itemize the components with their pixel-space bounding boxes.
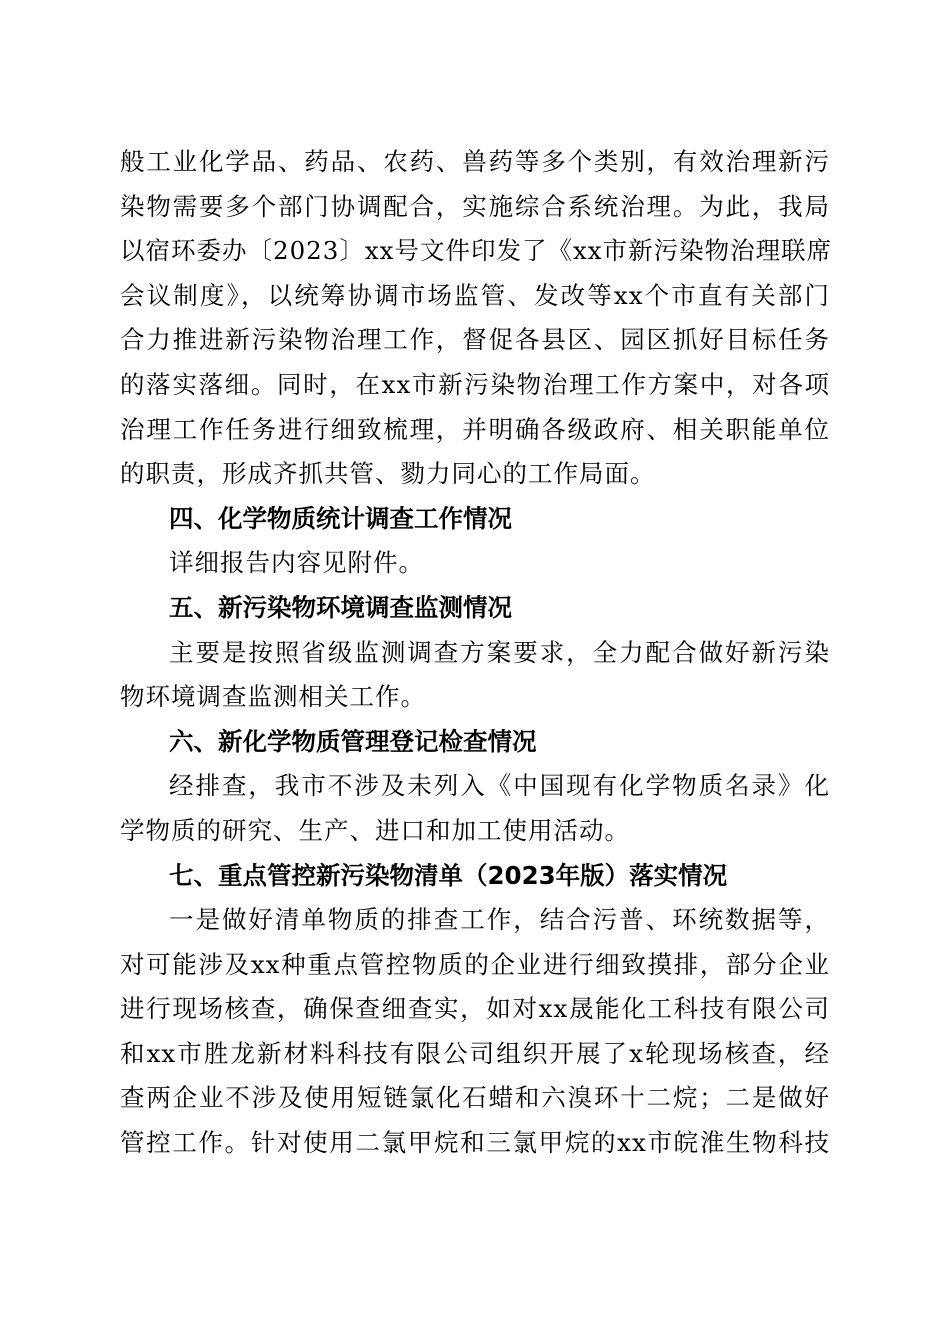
section-5-body: [120, 631, 830, 720]
section-6-body: [120, 764, 830, 853]
text-line: 会议制度》，以统筹协调市场监管、发改等xx个市直有关部门: [120, 280, 830, 310]
section-5-heading: 五、新污染物环境调查监测情况: [169, 592, 512, 622]
text-line: 一是做好清单物质的排查工作，结合污普、环统数据等，: [169, 905, 830, 935]
text-line: 对可能涉及xx种重点管控物质的企业进行细致摸排，部分企业: [120, 949, 830, 979]
section-4-body: [120, 541, 830, 586]
text-line: 般工业化学品、药品、农药、兽药等多个类别，有效治理新污: [120, 147, 830, 176]
text-line: 查两企业不涉及使用短链氯化石蜡和六溴环十二烷；二是做好: [120, 1083, 830, 1113]
text-line: 详细报告内容见附件。: [169, 548, 424, 578]
section-6-heading: 六、新化学物质管理登记检查情况: [169, 726, 537, 756]
section-7-body: [120, 898, 830, 1166]
text-line: 染物需要多个部门协调配合，实施综合系统治理。为此，我局: [120, 191, 830, 221]
text-line: 管控工作。针对使用二氯甲烷和三氯甲烷的xx市皖淮生物科技: [120, 1128, 830, 1158]
section-7-heading: 七、重点管控新污染物清单（2023年版）落实情况: [169, 860, 728, 890]
text-line: 治理工作任务进行细致梳理，并明确各级政府、相关职能单位: [120, 414, 830, 444]
text-line: 以宿环委办〔2023〕xx号文件印发了《xx市新污染物治理联席: [120, 236, 833, 266]
section-4-heading: 四、化学物质统计调查工作情况: [169, 503, 512, 533]
text-line: 物环境调查监测相关工作。: [120, 682, 426, 712]
text-line: 主要是按照省级监测调查方案要求，全力配合做好新污染: [169, 637, 830, 667]
text-line: 经排查，我市不涉及未列入《中国现有化学物质名录》化: [169, 771, 830, 801]
text-line: 进行现场核查，确保查细查实，如对xx晟能化工科技有限公司: [120, 994, 830, 1024]
paragraph-coordination: [120, 140, 833, 497]
document-page: [120, 140, 833, 1166]
text-line: 的落实落细。同时，在xx市新污染物治理工作方案中，对各项: [120, 369, 830, 399]
text-line: 的职责，形成齐抓共管、勠力同心的工作局面。: [120, 459, 656, 489]
text-line: 和xx市胜龙新材料科技有限公司组织开展了x轮现场核查，经: [120, 1038, 830, 1068]
text-line: 合力推进新污染物治理工作，督促各县区、园区抓好目标任务: [120, 325, 830, 355]
text-line: 学物质的研究、生产、进口和加工使用活动。: [120, 815, 630, 845]
